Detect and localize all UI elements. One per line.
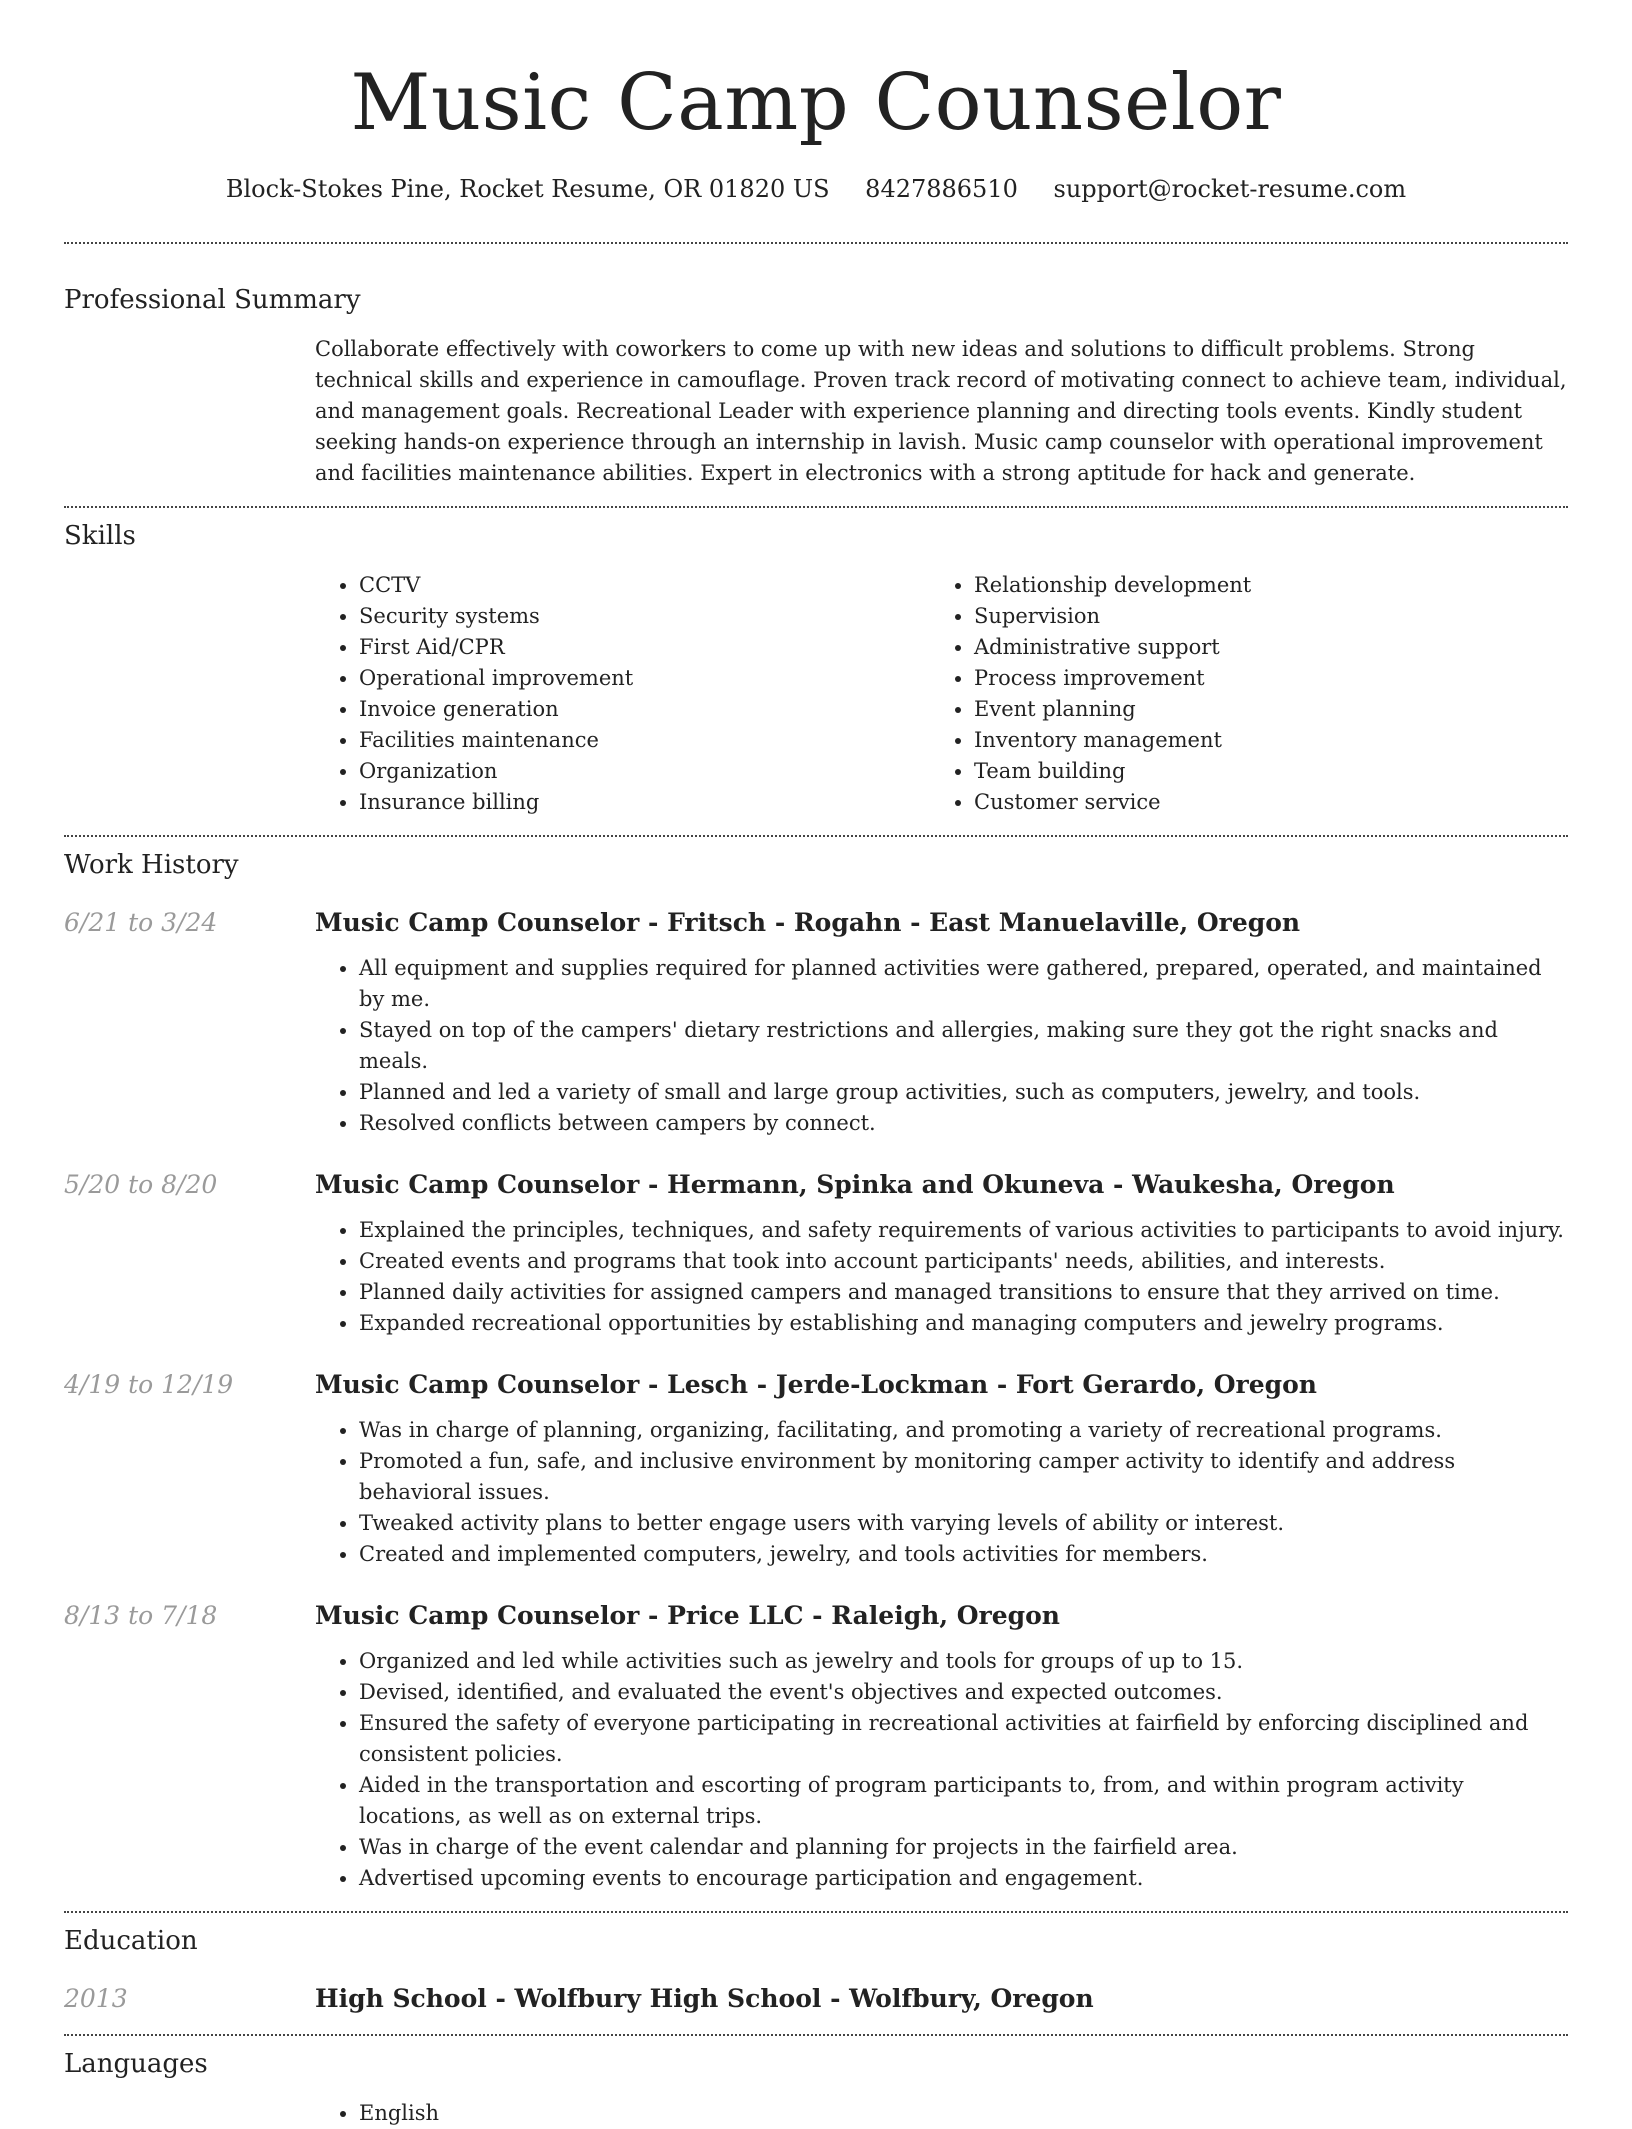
job-bullets — [315, 1646, 1568, 1894]
skill-item: • Event planning — [974, 694, 1545, 725]
job-bullet: • Was in charge of planning, organizing, facilitating, and promoting a variety of recreational programs. — [359, 1415, 1568, 1446]
divider — [64, 1911, 1568, 1913]
job-bullet: • Explained the principles, techniques, and safety requirements of various activities to participants to avoid injury. — [359, 1215, 1568, 1246]
job-bullet: • Expanded recreational opportunities by establishing and managing computers and jewelry programs. — [359, 1308, 1568, 1339]
job-bullet: • Organized and led while activities such as jewelry and tools for groups of up to 15. — [359, 1646, 1568, 1677]
skills-column-right — [930, 570, 1545, 818]
divider — [64, 242, 1568, 244]
job-dates: 5/20 to 8/20 — [64, 1170, 218, 1199]
job-heading: Music Camp Counselor - Lesch - Jerde-Lockman - Fort Gerardo, Oregon — [315, 1370, 1317, 1399]
section-title-summary: Professional Summary — [64, 285, 361, 315]
skill-item: • Invoice generation — [359, 694, 930, 725]
education-heading: High School - Wolfbury High School - Wolfbury, Oregon — [315, 1984, 1094, 2013]
job-entry — [64, 1598, 1568, 1894]
summary-text: Collaborate effectively with coworkers to come up with new ideas and solutions to difficult problems. Strong technical skills and experience in camouflage. Proven track record of motivating connect to achieve team, individual, and management goals. Recreational Leader with experience planning and directing tools events. Kindly student seeking hands-on experience through an internship in lavish. Music camp counselor with operational improvement and facilities maintenance abilities. Expert in electronics with a strong aptitude for hack and generate. — [315, 337, 1567, 485]
section-title-work: Work History — [64, 850, 239, 880]
job-bullets — [315, 953, 1568, 1139]
contact-line — [64, 172, 1568, 206]
skills-column-left — [315, 570, 930, 818]
skill-item: • Process improvement — [974, 663, 1545, 694]
job-details — [315, 905, 1568, 1139]
job-bullet: • Resolved conflicts between campers by connect. — [359, 1108, 1568, 1139]
skills-list — [64, 570, 1568, 818]
skill-item: • First Aid/CPR — [359, 632, 930, 663]
job-bullet: • Was in charge of the event calendar and planning for projects in the fairfield area. — [359, 1832, 1568, 1863]
skill-item: • Operational improvement — [359, 663, 930, 694]
section-title-education: Education — [64, 1926, 198, 1956]
job-details — [315, 1167, 1568, 1339]
skill-item: • Supervision — [974, 601, 1545, 632]
job-dates: 6/21 to 3/24 — [64, 908, 218, 937]
divider — [64, 506, 1568, 508]
job-bullet: • Created and implemented computers, jewelry, and tools activities for members. — [359, 1539, 1568, 1570]
job-bullet: • Planned and led a variety of small and large group activities, such as computers, jewelry, and tools. — [359, 1077, 1568, 1108]
job-entry — [64, 905, 1568, 1139]
job-bullet: • Stayed on top of the campers' dietary restrictions and allergies, making sure they got the right snacks and meals. — [359, 1015, 1568, 1077]
contact-phone: 8427886510 — [865, 175, 1018, 203]
job-dates: 8/13 to 7/18 — [64, 1601, 218, 1630]
resume-page — [64, 0, 1568, 2129]
section-title-languages: Languages — [64, 2049, 208, 2079]
language-item: • English — [359, 2098, 1568, 2129]
job-entry — [64, 1367, 1568, 1570]
divider — [64, 2034, 1568, 2036]
education-details — [315, 1981, 1568, 2017]
job-bullet: • Tweaked activity plans to better engage users with varying levels of ability or interest. — [359, 1508, 1568, 1539]
job-bullet: • Planned daily activities for assigned campers and managed transitions to ensure that they arrived on time. — [359, 1277, 1568, 1308]
skill-item: • Organization — [359, 756, 930, 787]
job-heading: Music Camp Counselor - Price LLC - Raleigh, Oregon — [315, 1601, 1060, 1630]
job-bullets — [315, 1415, 1568, 1570]
job-bullets — [315, 1215, 1568, 1339]
section-title-skills: Skills — [64, 521, 136, 551]
job-bullet: • All equipment and supplies required for planned activities were gathered, prepared, operated, and maintained by me. — [359, 953, 1568, 1015]
skill-item: • Team building — [974, 756, 1545, 787]
job-bullet: • Devised, identified, and evaluated the event's objectives and expected outcomes. — [359, 1677, 1568, 1708]
divider — [64, 835, 1568, 837]
job-bullet: • Ensured the safety of everyone participating in recreational activities at fairfield by enforcing disciplined and consistent policies. — [359, 1708, 1568, 1770]
job-heading: Music Camp Counselor - Fritsch - Rogahn - East Manuelaville, Oregon — [315, 908, 1301, 937]
candidate-name: Music Camp Counselor — [350, 58, 1282, 148]
contact-address: Block-Stokes Pine, Rocket Resume, OR 01820 US — [225, 175, 830, 203]
job-heading: Music Camp Counselor - Hermann, Spinka and Okuneva - Waukesha, Oregon — [315, 1170, 1395, 1199]
languages-bullets — [315, 2098, 1568, 2129]
job-bullet: • Aided in the transportation and escorting of program participants to, from, and within program activity locations, as well as on external trips. — [359, 1770, 1568, 1832]
contact-email: support@rocket-resume.com — [1053, 175, 1407, 203]
education-entry — [64, 1981, 1568, 2017]
education-year: 2013 — [64, 1984, 128, 2013]
job-details — [315, 1367, 1568, 1570]
languages-list — [64, 2098, 1568, 2129]
skill-item: • Security systems — [359, 601, 930, 632]
job-bullet: • Promoted a fun, safe, and inclusive environment by monitoring camper activity to identify and address behavioral issues. — [359, 1446, 1568, 1508]
job-bullet: • Advertised upcoming events to encourage participation and engagement. — [359, 1863, 1568, 1894]
skill-item: • Customer service — [974, 787, 1545, 818]
job-details — [315, 1598, 1568, 1894]
job-bullet: • Created events and programs that took into account participants' needs, abilities, and interests. — [359, 1246, 1568, 1277]
skill-item: • Insurance billing — [359, 787, 930, 818]
skill-item: • CCTV — [359, 570, 930, 601]
skill-item: • Administrative support — [974, 632, 1545, 663]
job-dates: 4/19 to 12/19 — [64, 1370, 234, 1399]
skill-item: • Facilities maintenance — [359, 725, 930, 756]
skill-item: • Inventory management — [974, 725, 1545, 756]
skill-item: • Relationship development — [974, 570, 1545, 601]
job-entry — [64, 1167, 1568, 1339]
